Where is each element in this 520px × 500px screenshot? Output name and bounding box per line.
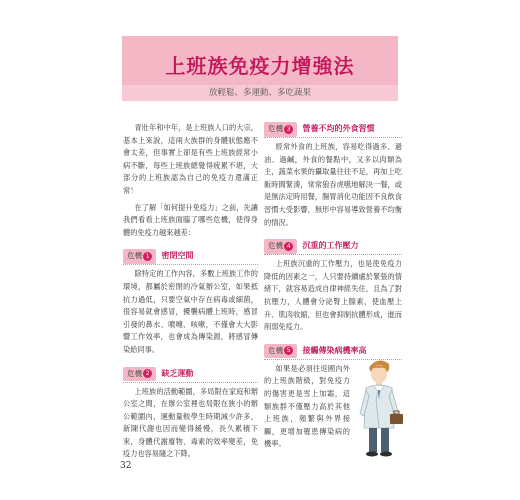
section-heading-crisis-1 (123, 249, 258, 263)
crisis-label: 危機 2 (123, 367, 156, 382)
page-title: 上班族免疫力增強法 (165, 54, 355, 78)
section-title: 接觸傳染病機率高 (302, 345, 367, 355)
section-text-crisis-3: 經常外食的上班族，容易吃得過多、過油、過鹹，外食的餐點中，又多以肉類為主，蔬菜水果的攝取量往往不足，再加上吃飯時間緊湊，常常狼吞虎嚥地解決一餐，或是無法定時用餐，腸胃消化功能因不良飲食習慣大受影響，無形中容易導致營養不均衡的情況。 (264, 142, 402, 227)
intro-paragraph-1: 青壯年和中年，是上班族人口的大宗，基本上來說，這兩大族群的身體狀態應不會太差，但事實上卻是有些上班族經常小病不斷，每些上班族總覺得疲累不堪，大部分的上班族認為自己的免疫力還滿正常！ (123, 123, 258, 195)
crisis-number-badge: 4 (284, 242, 293, 251)
left-column (123, 122, 258, 465)
intro-paragraph-2: 在了解「如何提升免疫力」之前，先讓我們看看上班族面臨了哪些危機，使得身體的免疫力越來越差： (123, 202, 258, 237)
crisis-number-badge: 2 (143, 369, 152, 378)
crisis-label: 危機 4 (264, 239, 297, 254)
crisis-number-badge: 1 (143, 252, 152, 261)
section-title: 密閉空間 (161, 251, 194, 261)
section-title: 沉重的工作壓力 (302, 241, 359, 251)
section-title: 營養不均的外食習慣 (302, 124, 375, 133)
businessman-with-briefcase-illustration (352, 356, 406, 460)
section-heading-crisis-3 (264, 122, 402, 136)
section-heading-crisis-2 (123, 367, 258, 381)
dotted-divider (264, 137, 402, 138)
crisis-number-badge: 5 (284, 346, 293, 355)
section-text-crisis-5: 如果是必須往返國內外的上班族階級，對免疫力的傷害更是雪上加霜，這類族群不僅壓力高於其他上班族，頻繁與外界接觸，更增加罹患傳染病的機率。 (264, 363, 350, 449)
section-title: 缺乏運動 (161, 368, 194, 378)
crisis-label: 危機 5 (264, 344, 297, 359)
section-text-crisis-1: 除特定的工作內容，多數上班族工作的環境，都屬於密閉的冷氣辦公室，如果抵抗力過低，只要空氣中存在病毒或細菌，很容易就會感冒，擾襲病體上班時，感冒引發的鼻水、噴嚏、咳嗽，不僅會大大影響工作效率，也會成為傳染源，將感冒傳染給同事。 (123, 269, 258, 354)
section-text-crisis-4: 上班族沉重的工作壓力，也是使免疫力降低的因素之一，人只要持續處於緊張的情緒下，就容易造成自律神經失住，且為了對抗壓力，人體會分泌腎上腺素，使血壓上升、肌肉收縮，但也會抑制抗體形成，進而削弱免疫力。 (264, 259, 402, 332)
crisis-label: 危機 3 (264, 122, 297, 137)
section-text-crisis-2: 上班族的活動範圍，多局限在家庭和辦公室之間，在辦公室裡也局限在狹小的辦公範圍內，運動量較學生時期減少許多，新陳代謝也因而變得緩慢，長久累積下來，身體代謝廢物、毒素的效率變差，免疫力也容易隨之下降。 (123, 386, 258, 459)
subtitle-bar (122, 85, 398, 101)
section-heading-crisis-4 (264, 239, 402, 253)
dotted-divider (123, 264, 258, 265)
crisis-number-badge: 3 (284, 125, 293, 134)
dotted-divider (123, 382, 258, 383)
crisis-label: 危機 1 (123, 249, 156, 264)
page-number: 32 (120, 461, 132, 471)
dotted-divider (264, 254, 402, 255)
page-subtitle: 放輕鬆、多運動、多吃蔬果 (208, 88, 311, 98)
